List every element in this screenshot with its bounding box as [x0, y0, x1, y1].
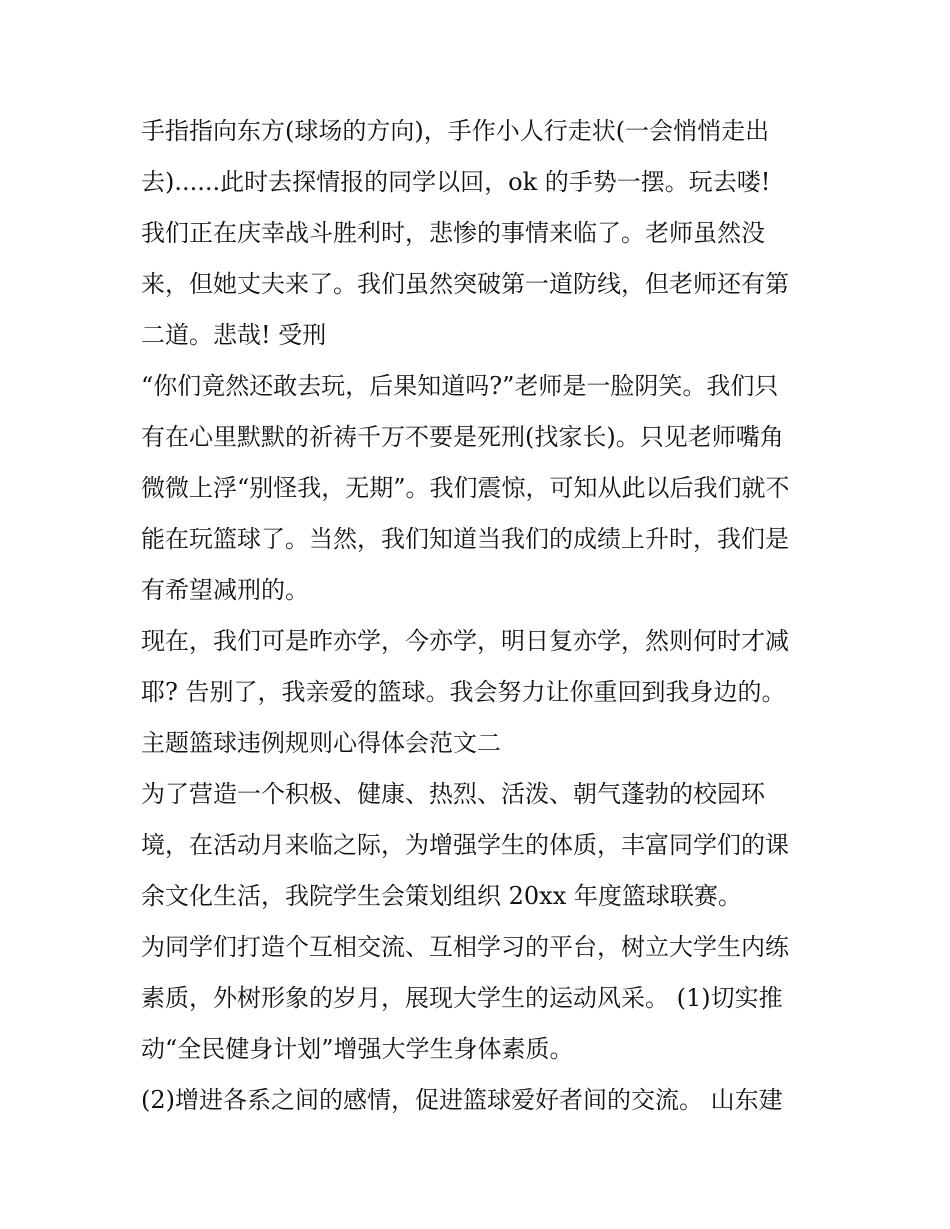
text-line: 境，在活动月来临之际，为增强学生的体质，丰富同学们的课 — [141, 831, 789, 859]
text-line: 素质，外树形象的岁月，展现大学生的运动风采。 (1)切实推 — [141, 984, 783, 1012]
text-line: 来，但她丈夫来了。我们虽然突破第一道防线，但老师还有第 — [141, 270, 789, 298]
text-line: 为了营造一个积极、健康、热烈、活泼、朝气蓬勃的校园环 — [141, 780, 765, 808]
text-line: 现在，我们可是昨亦学，今亦学，明日复亦学，然则何时才减 — [141, 627, 789, 655]
text-line: 有希望减刑的。 — [141, 576, 309, 604]
text-line: 有在心里默默的祈祷千万不要是死刑(找家长)。只见老师嘴角 — [141, 423, 784, 451]
text-line: 手指指向东方(球场的方向)，手作小人行走状(一会悄悄走出 — [141, 117, 770, 145]
text-line: 微微上浮“别怪我，无期”。我们震惊，可知从此以后我们就不 — [141, 474, 790, 502]
text-line: 余文化生活，我院学生会策划组织 20xx 年度篮球联赛。 — [141, 882, 742, 910]
text-line: 能在玩篮球了。当然，我们知道当我们的成绩上升时，我们是 — [141, 525, 789, 553]
text-line: 动“全民健身计划”增强大学生身体素质。 — [141, 1035, 574, 1063]
text-line: (2)增进各系之间的感情，促进篮球爱好者间的交流。 山东建 — [141, 1086, 783, 1114]
text-line: 去)......此时去探情报的同学以回，ok 的手势一摆。玩去喽! — [141, 168, 771, 196]
text-line: 我们正在庆幸战斗胜利时，悲惨的事情来临了。老师虽然没 — [141, 219, 765, 247]
text-line: 耶? 告别了，我亲爱的篮球。我会努力让你重回到我身边的。 — [141, 678, 786, 706]
text-line: 为同学们打造个互相交流、互相学习的平台，树立大学生内练 — [141, 933, 789, 961]
section-heading: 主题篮球违例规则心得体会范文二 — [141, 729, 501, 757]
document-body — [141, 106, 821, 1126]
text-line: 二道。悲哉! 受刑 — [141, 321, 327, 349]
text-line: “你们竟然还敢去玩，后果知道吗?”老师是一脸阴笑。我们只 — [141, 372, 779, 400]
